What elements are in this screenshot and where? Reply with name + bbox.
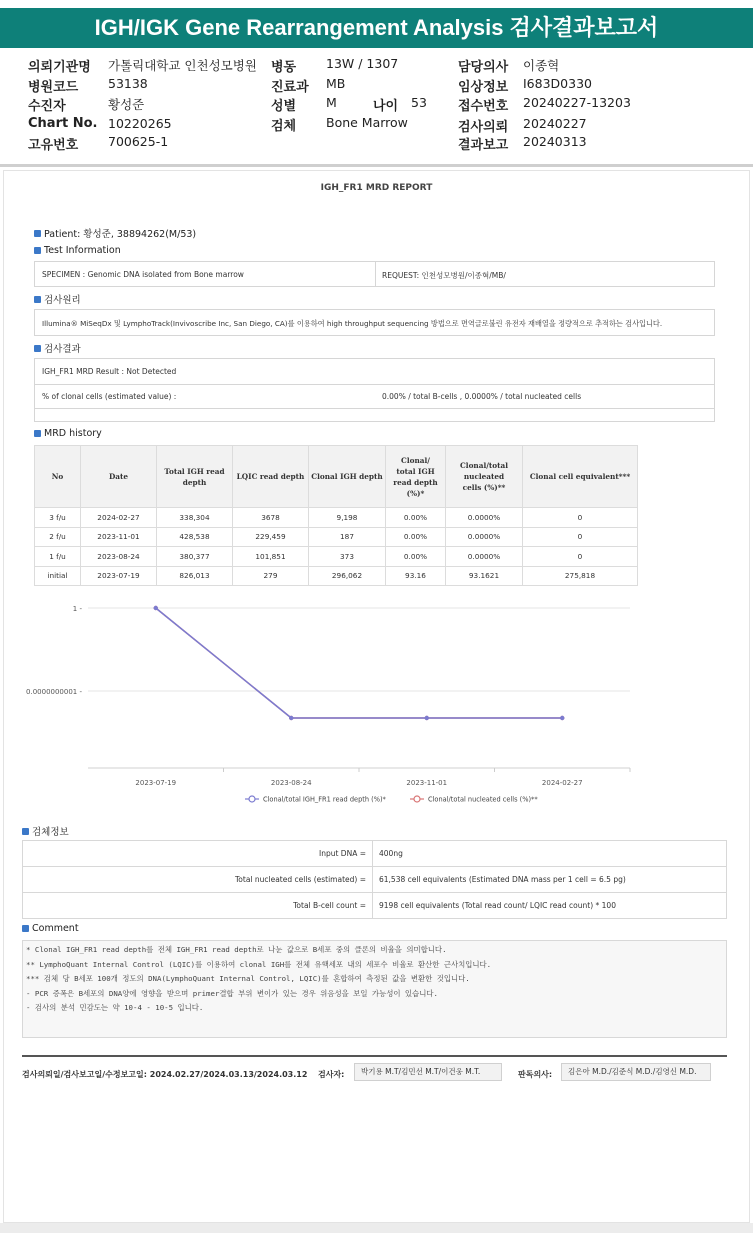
cell: 3678 — [233, 508, 309, 528]
x-tick-label: 2023-08-24 — [270, 779, 312, 787]
cell: 338,304 — [157, 508, 233, 528]
cell: 101,851 — [233, 547, 309, 567]
cell: 187 — [309, 527, 386, 547]
value-specimen: Bone Marrow — [326, 115, 408, 130]
mrd-history-chart — [20, 598, 640, 810]
value-ward: 13W / 1307 — [326, 56, 399, 71]
test-info-heading — [34, 245, 121, 256]
specimen-heading — [22, 824, 69, 838]
table-row — [35, 566, 638, 586]
series-line — [156, 608, 563, 718]
footer-dates: 검사의뢰일/검사보고일/수정보고일: 2024.02.27/2024.03.13/2024.03.12 — [22, 1070, 308, 1079]
label-receipt-no: 접수번호 — [458, 99, 509, 114]
x-tick-label: 2023-07-19 — [135, 779, 177, 787]
mrd-history-table — [34, 445, 638, 586]
x-tick-label: 2024-02-27 — [541, 779, 583, 787]
principle-text: Illumina® MiSeqDx 및 LymphoTrack(Invivoscribe Inc, San Diego, CA)를 이용하여 high throughput sequencing 방법으로 면역글로불린 유전자 재배열을 정량적으로 추적하는 검사입니다. — [42, 319, 663, 328]
cell: 9,198 — [309, 508, 386, 528]
series-line — [156, 608, 563, 718]
cell: 275,818 — [523, 566, 638, 586]
label-report-date: 결과보고 — [458, 138, 509, 153]
x-tick-label: 2023-11-01 — [406, 779, 448, 787]
result-heading-label: 검사결과 — [44, 344, 81, 355]
bullet-icon — [34, 230, 41, 237]
value-sex: M — [326, 95, 337, 110]
value-clinical-info: I683D0330 — [523, 76, 592, 91]
patient-section — [34, 226, 196, 240]
specimen-text: SPECIMEN : Genomic DNA isolated from Bone marrow — [42, 270, 244, 279]
cell: 229,459 — [233, 527, 309, 547]
label-age: 나이 — [373, 99, 399, 114]
table-row — [23, 893, 727, 919]
cell: 2023-08-24 — [81, 547, 157, 567]
result-heading — [34, 341, 81, 355]
label-clinical-info: 임상정보 — [458, 80, 509, 95]
cell: Total B-cell count = — [23, 893, 373, 919]
clonal-cells-label: % of clonal cells (estimated value) : — [42, 392, 177, 401]
tester-value: 박기용 M.T/김민선 M.T/이건웅 M.T. — [354, 1063, 502, 1081]
cell: 428,538 — [157, 527, 233, 547]
patient-label: Patient: 황성준, 38894262(M/53) — [44, 229, 197, 240]
label-department: 진료과 — [271, 80, 309, 95]
y-tick-label: 0.0000000001 - — [26, 688, 82, 696]
comment-heading-label: Comment — [32, 923, 79, 934]
cell: 2 f/u — [35, 527, 81, 547]
value-unique-no: 700625-1 — [108, 134, 169, 149]
label-specimen: 검체 — [271, 119, 297, 134]
request-text: REQUEST: 인천성모병원/이종혁/MB/ — [382, 271, 506, 280]
col-date: Date — [81, 446, 157, 508]
table-row — [35, 508, 638, 528]
label-patient: 수진자 — [28, 99, 66, 114]
label-doctor: 담당의사 — [458, 60, 509, 75]
comment-line: *** 검체 당 B세포 100개 정도의 DNA(LymphoQuant Internal Control, LQIC)를 혼합하여 측정된 값을 변환한 것입니다. — [26, 974, 470, 983]
comment-line: ** LymphoQuant Internal Control (LQIC)를 이용하여 clonal IGH를 전체 유핵세포 내의 세포수 비율로 환산한 근사치입니다. — [26, 959, 492, 969]
comment-line: * Clonal IGH_FR1 read depth를 전체 IGH_FR1 read depth로 나눈 값으로 B세포 중의 클론의 비율을 의미합니다. — [26, 945, 447, 954]
cell: 400ng — [373, 841, 727, 867]
clonal-cells-value: 0.00% / total B-cells , 0.0000% / total nucleated cells — [382, 392, 582, 401]
cell: 9198 cell equivalents (Total read count/ LQIC read count) * 100 — [373, 893, 727, 919]
value-patient: 황성준 — [108, 97, 145, 112]
value-institution: 가톨릭대학교 인천성모병원 — [108, 58, 257, 73]
value-department: MB — [326, 76, 346, 91]
result-text: IGH_FR1 MRD Result : Not Detected — [42, 367, 177, 376]
value-receipt-no: 20240227-13203 — [523, 95, 631, 110]
value-hospital-code: 53138 — [108, 76, 148, 91]
tester-label: 검사자: — [318, 1070, 345, 1079]
data-point — [289, 716, 293, 720]
cell: 373 — [309, 547, 386, 567]
cell: 0 — [523, 547, 638, 567]
table-row — [23, 841, 727, 867]
history-heading — [34, 428, 102, 439]
bullet-icon — [34, 430, 41, 437]
cell: 0 — [523, 508, 638, 528]
table-row — [35, 547, 638, 567]
cell: 0.00% — [386, 547, 446, 567]
y-tick-label: 1 - — [72, 605, 82, 613]
col-no: No — [35, 446, 81, 508]
label-sex: 성별 — [271, 99, 297, 114]
bullet-icon — [34, 247, 41, 254]
col-clonal-total-igh: Clonal/ total IGH read depth (%)* — [386, 446, 446, 508]
data-point — [425, 716, 429, 720]
cell: 2023-07-19 — [81, 566, 157, 586]
reader-label: 판독의사: — [518, 1070, 553, 1079]
table-header-row — [35, 446, 638, 508]
specimen-table — [22, 840, 727, 919]
cell: 296,062 — [309, 566, 386, 586]
label-chart-no: Chart No. — [28, 116, 98, 131]
col-total-igh: Total IGH read depth — [157, 446, 233, 508]
value-report-date: 20240313 — [523, 134, 587, 149]
cell: 0.0000% — [446, 527, 523, 547]
table-row — [35, 527, 638, 547]
bullet-icon — [22, 828, 29, 835]
mrd-report-title: IGH_FR1 MRD REPORT — [320, 183, 433, 193]
cell: 93.1621 — [446, 566, 523, 586]
cell: 279 — [233, 566, 309, 586]
cell: 1 f/u — [35, 547, 81, 567]
table-row — [23, 867, 727, 893]
comment-heading — [22, 923, 79, 934]
col-clonal-nucleated: Clonal/total nucleated cells (%)** — [446, 446, 523, 508]
cell: 0 — [523, 527, 638, 547]
label-institution: 의뢰기관명 — [28, 60, 91, 75]
header-divider — [0, 164, 753, 167]
principle-heading-label: 검사원리 — [44, 295, 81, 306]
bullet-icon — [34, 345, 41, 352]
principle-heading — [34, 292, 81, 306]
legend-marker — [249, 796, 255, 802]
cell: 0.0000% — [446, 508, 523, 528]
value-doctor: 이종혁 — [523, 58, 560, 73]
footer-divider — [22, 1055, 727, 1057]
value-age: 53 — [411, 95, 427, 110]
cell: 0.00% — [386, 527, 446, 547]
data-point — [154, 606, 158, 610]
data-point — [560, 716, 564, 720]
comment-box — [22, 940, 727, 1038]
history-heading-label: MRD history — [44, 428, 102, 439]
value-chart-no: 10220265 — [108, 116, 172, 131]
cell: 380,377 — [157, 547, 233, 567]
bullet-icon — [22, 925, 29, 932]
comment-line: - 검사의 분석 민감도는 약 10-4 - 10-5 입니다. — [26, 1003, 204, 1012]
report-title-bar: IGH/IGK Gene Rearrangement Analysis 검사결과보고서 — [0, 8, 753, 48]
cell: 93.16 — [386, 566, 446, 586]
value-request-date: 20240227 — [523, 116, 587, 131]
cell: Total nucleated cells (estimated) = — [23, 867, 373, 893]
label-ward: 병동 — [271, 60, 297, 75]
bullet-icon — [34, 296, 41, 303]
cell: 0.0000% — [446, 547, 523, 567]
test-info-heading-label: Test Information — [44, 245, 121, 256]
col-lqic: LQIC read depth — [233, 446, 309, 508]
bottom-strip — [0, 1223, 753, 1233]
col-clonal-igh: Clonal IGH depth — [309, 446, 386, 508]
label-request-date: 검사의뢰 — [458, 120, 509, 135]
cell: 826,013 — [157, 566, 233, 586]
cell: 61,538 cell equivalents (Estimated DNA mass per 1 cell = 6.5 pg) — [373, 867, 727, 893]
legend-label: Clonal/total nucleated cells (%)** — [428, 795, 538, 804]
legend-marker — [414, 796, 420, 802]
specimen-heading-label: 검체정보 — [32, 827, 69, 838]
cell: 0.00% — [386, 508, 446, 528]
comment-line: - PCR 증폭은 B세포의 DNA양에 영향을 받으며 primer결합 부위 변이가 있는 경우 위음성을 보일 가능성이 있습니다. — [26, 988, 438, 998]
cell: Input DNA = — [23, 841, 373, 867]
cell: 2024-02-27 — [81, 508, 157, 528]
cell: 3 f/u — [35, 508, 81, 528]
label-hospital-code: 병원코드 — [28, 80, 79, 95]
cell: initial — [35, 566, 81, 586]
reader-value: 김은아 M.D./김준식 M.D./김영신 M.D. — [561, 1063, 711, 1081]
label-unique-no: 고유번호 — [28, 138, 79, 153]
cell: 2023-11-01 — [81, 527, 157, 547]
col-clonal-equivalent: Clonal cell equivalent*** — [523, 446, 638, 508]
legend-label: Clonal/total IGH_FR1 read depth (%)* — [263, 795, 386, 804]
